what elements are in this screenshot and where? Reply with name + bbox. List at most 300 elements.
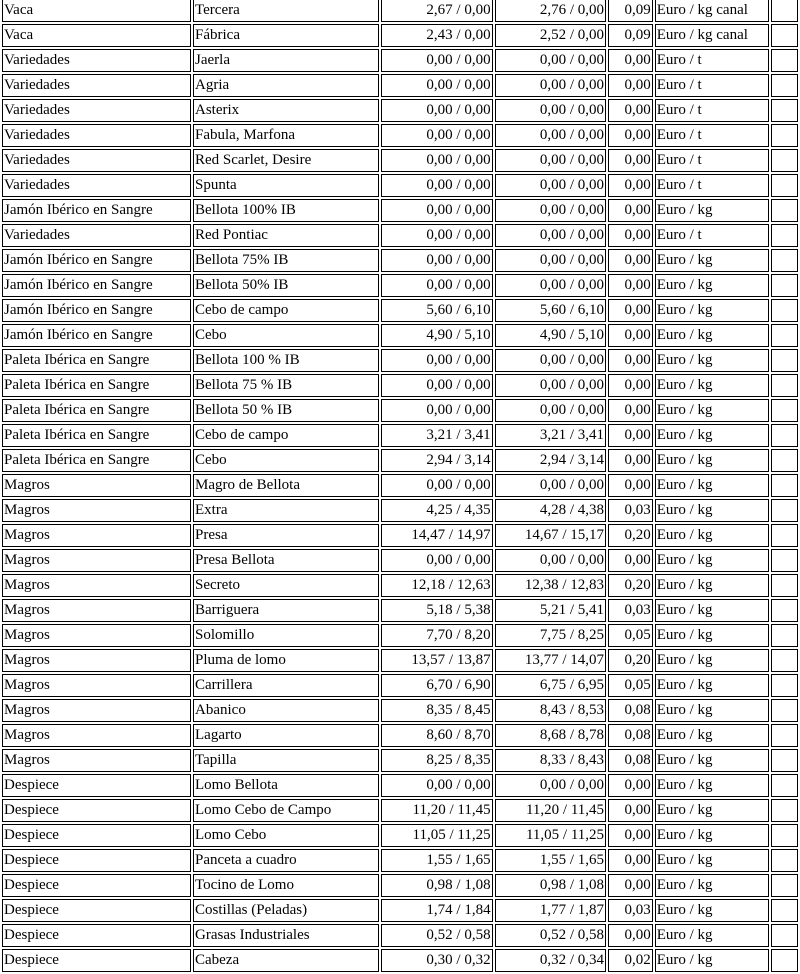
table-row [2, 699, 798, 722]
product-cell: Cabeza [193, 949, 379, 972]
category-cell: Magros [2, 524, 191, 547]
current-price-cell: 0,98 / 1,08 [495, 874, 606, 897]
table-row [2, 599, 798, 622]
unit-cell: Euro / kg [655, 924, 769, 947]
current-price-cell: 0,00 / 0,00 [495, 124, 606, 147]
table-row [2, 924, 798, 947]
current-price-cell: 0,00 / 0,00 [495, 224, 606, 247]
extra-cell [771, 249, 798, 272]
variation-cell: 0,00 [608, 549, 653, 572]
product-cell: Lagarto [193, 724, 379, 747]
product-cell: Cebo [193, 324, 379, 347]
variation-cell: 0,00 [608, 924, 653, 947]
table-row [2, 124, 798, 147]
table-row [2, 724, 798, 747]
category-cell: Jamón Ibérico en Sangre [2, 249, 191, 272]
table-row [2, 299, 798, 322]
category-cell: Despiece [2, 899, 191, 922]
unit-cell: Euro / kg [655, 724, 769, 747]
product-cell: Grasas Industriales [193, 924, 379, 947]
table-row [2, 24, 798, 47]
previous-price-cell: 0,00 / 0,00 [381, 274, 492, 297]
category-cell: Paleta Ibérica en Sangre [2, 424, 191, 447]
extra-cell [771, 624, 798, 647]
table-row [2, 324, 798, 347]
table-row [2, 99, 798, 122]
variation-cell: 0,09 [608, 0, 653, 22]
extra-cell [771, 399, 798, 422]
previous-price-cell: 4,25 / 4,35 [381, 499, 492, 522]
variation-cell: 0,09 [608, 24, 653, 47]
category-cell: Variedades [2, 99, 191, 122]
product-cell: Red Scarlet, Desire [193, 149, 379, 172]
previous-price-cell: 0,00 / 0,00 [381, 349, 492, 372]
category-cell: Jamón Ibérico en Sangre [2, 274, 191, 297]
extra-cell [771, 524, 798, 547]
product-cell: Cebo [193, 449, 379, 472]
table-row [2, 149, 798, 172]
extra-cell [771, 649, 798, 672]
variation-cell: 0,00 [608, 149, 653, 172]
current-price-cell: 0,32 / 0,34 [495, 949, 606, 972]
table-row [2, 349, 798, 372]
current-price-cell: 0,00 / 0,00 [495, 474, 606, 497]
category-cell: Paleta Ibérica en Sangre [2, 449, 191, 472]
current-price-cell: 0,00 / 0,00 [495, 374, 606, 397]
product-cell: Bellota 50% IB [193, 274, 379, 297]
category-cell: Despiece [2, 774, 191, 797]
variation-cell: 0,00 [608, 774, 653, 797]
product-cell: Bellota 50 % IB [193, 399, 379, 422]
previous-price-cell: 14,47 / 14,97 [381, 524, 492, 547]
product-cell: Tapilla [193, 749, 379, 772]
variation-cell: 0,00 [608, 74, 653, 97]
unit-cell: Euro / kg [655, 674, 769, 697]
variation-cell: 0,00 [608, 299, 653, 322]
extra-cell [771, 549, 798, 572]
previous-price-cell: 2,43 / 0,00 [381, 24, 492, 47]
variation-cell: 0,20 [608, 524, 653, 547]
variation-cell: 0,00 [608, 874, 653, 897]
extra-cell [771, 274, 798, 297]
unit-cell: Euro / kg [655, 399, 769, 422]
variation-cell: 0,00 [608, 174, 653, 197]
unit-cell: Euro / kg canal [655, 0, 769, 22]
product-cell: Extra [193, 499, 379, 522]
variation-cell: 0,02 [608, 949, 653, 972]
category-cell: Magros [2, 574, 191, 597]
current-price-cell: 0,00 / 0,00 [495, 74, 606, 97]
previous-price-cell: 11,20 / 11,45 [381, 799, 492, 822]
unit-cell: Euro / kg [655, 424, 769, 447]
table-row [2, 249, 798, 272]
previous-price-cell: 8,25 / 8,35 [381, 749, 492, 772]
previous-price-cell: 0,00 / 0,00 [381, 74, 492, 97]
unit-cell: Euro / t [655, 124, 769, 147]
unit-cell: Euro / t [655, 149, 769, 172]
unit-cell: Euro / kg [655, 649, 769, 672]
table-row [2, 424, 798, 447]
category-cell: Jamón Ibérico en Sangre [2, 299, 191, 322]
unit-cell: Euro / t [655, 49, 769, 72]
category-cell: Despiece [2, 849, 191, 872]
product-cell: Bellota 75 % IB [193, 374, 379, 397]
current-price-cell: 8,43 / 8,53 [495, 699, 606, 722]
unit-cell: Euro / kg [655, 299, 769, 322]
current-price-cell: 1,55 / 1,65 [495, 849, 606, 872]
category-cell: Paleta Ibérica en Sangre [2, 349, 191, 372]
extra-cell [771, 724, 798, 747]
current-price-cell: 8,68 / 8,78 [495, 724, 606, 747]
category-cell: Despiece [2, 824, 191, 847]
previous-price-cell: 8,60 / 8,70 [381, 724, 492, 747]
category-cell: Variedades [2, 124, 191, 147]
previous-price-cell: 1,55 / 1,65 [381, 849, 492, 872]
unit-cell: Euro / t [655, 74, 769, 97]
current-price-cell: 0,00 / 0,00 [495, 399, 606, 422]
previous-price-cell: 0,00 / 0,00 [381, 149, 492, 172]
product-cell: Bellota 75% IB [193, 249, 379, 272]
current-price-cell: 11,05 / 11,25 [495, 824, 606, 847]
unit-cell: Euro / kg [655, 799, 769, 822]
current-price-cell: 8,33 / 8,43 [495, 749, 606, 772]
extra-cell [771, 449, 798, 472]
unit-cell: Euro / kg [655, 574, 769, 597]
extra-cell [771, 749, 798, 772]
extra-cell [771, 949, 798, 972]
previous-price-cell: 0,00 / 0,00 [381, 249, 492, 272]
extra-cell [771, 49, 798, 72]
previous-price-cell: 0,00 / 0,00 [381, 99, 492, 122]
unit-cell: Euro / t [655, 99, 769, 122]
category-cell: Vaca [2, 0, 191, 22]
extra-cell [771, 899, 798, 922]
product-cell: Red Pontiac [193, 224, 379, 247]
unit-cell: Euro / kg [655, 599, 769, 622]
previous-price-cell: 4,90 / 5,10 [381, 324, 492, 347]
current-price-cell: 0,00 / 0,00 [495, 99, 606, 122]
current-price-cell: 0,00 / 0,00 [495, 249, 606, 272]
current-price-cell: 7,75 / 8,25 [495, 624, 606, 647]
variation-cell: 0,08 [608, 749, 653, 772]
variation-cell: 0,00 [608, 399, 653, 422]
variation-cell: 0,00 [608, 199, 653, 222]
unit-cell: Euro / kg [655, 374, 769, 397]
table-row [2, 674, 798, 697]
current-price-cell: 0,00 / 0,00 [495, 274, 606, 297]
current-price-cell: 0,00 / 0,00 [495, 774, 606, 797]
extra-cell [771, 574, 798, 597]
product-cell: Fabula, Marfona [193, 124, 379, 147]
product-cell: Magro de Bellota [193, 474, 379, 497]
category-cell: Magros [2, 674, 191, 697]
previous-price-cell: 5,60 / 6,10 [381, 299, 492, 322]
category-cell: Variedades [2, 224, 191, 247]
current-price-cell: 0,00 / 0,00 [495, 199, 606, 222]
table-row [2, 474, 798, 497]
variation-cell: 0,00 [608, 849, 653, 872]
variation-cell: 0,00 [608, 274, 653, 297]
product-cell: Lomo Bellota [193, 774, 379, 797]
product-cell: Pluma de lomo [193, 649, 379, 672]
extra-cell [771, 874, 798, 897]
previous-price-cell: 8,35 / 8,45 [381, 699, 492, 722]
unit-cell: Euro / kg [655, 699, 769, 722]
unit-cell: Euro / kg [655, 274, 769, 297]
table-row [2, 224, 798, 247]
product-cell: Abanico [193, 699, 379, 722]
variation-cell: 0,05 [608, 674, 653, 697]
extra-cell [771, 199, 798, 222]
product-cell: Barriguera [193, 599, 379, 622]
table-row [2, 274, 798, 297]
extra-cell [771, 224, 798, 247]
product-cell: Bellota 100% IB [193, 199, 379, 222]
current-price-cell: 4,28 / 4,38 [495, 499, 606, 522]
current-price-cell: 0,00 / 0,00 [495, 174, 606, 197]
current-price-cell: 0,00 / 0,00 [495, 149, 606, 172]
unit-cell: Euro / t [655, 174, 769, 197]
variation-cell: 0,00 [608, 49, 653, 72]
product-cell: Spunta [193, 174, 379, 197]
extra-cell [771, 24, 798, 47]
unit-cell: Euro / kg [655, 749, 769, 772]
table-row [2, 549, 798, 572]
extra-cell [771, 349, 798, 372]
table-row [2, 774, 798, 797]
extra-cell [771, 674, 798, 697]
previous-price-cell: 0,30 / 0,32 [381, 949, 492, 972]
previous-price-cell: 6,70 / 6,90 [381, 674, 492, 697]
product-cell: Cebo de campo [193, 424, 379, 447]
current-price-cell: 11,20 / 11,45 [495, 799, 606, 822]
category-cell: Jamón Ibérico en Sangre [2, 324, 191, 347]
category-cell: Magros [2, 549, 191, 572]
extra-cell [771, 824, 798, 847]
category-cell: Variedades [2, 49, 191, 72]
table-row [2, 874, 798, 897]
extra-cell [771, 699, 798, 722]
product-cell: Solomillo [193, 624, 379, 647]
product-cell: Tercera [193, 0, 379, 22]
table-row [2, 849, 798, 872]
product-cell: Panceta a cuadro [193, 849, 379, 872]
current-price-cell: 6,75 / 6,95 [495, 674, 606, 697]
previous-price-cell: 2,94 / 3,14 [381, 449, 492, 472]
category-cell: Despiece [2, 949, 191, 972]
current-price-cell: 2,76 / 0,00 [495, 0, 606, 22]
product-cell: Lomo Cebo de Campo [193, 799, 379, 822]
current-price-cell: 2,94 / 3,14 [495, 449, 606, 472]
variation-cell: 0,03 [608, 499, 653, 522]
category-cell: Magros [2, 624, 191, 647]
table-row [2, 499, 798, 522]
previous-price-cell: 3,21 / 3,41 [381, 424, 492, 447]
variation-cell: 0,00 [608, 449, 653, 472]
extra-cell [771, 849, 798, 872]
unit-cell: Euro / kg [655, 499, 769, 522]
category-cell: Variedades [2, 74, 191, 97]
product-cell: Asterix [193, 99, 379, 122]
previous-price-cell: 2,67 / 0,00 [381, 0, 492, 22]
product-cell: Tocino de Lomo [193, 874, 379, 897]
product-cell: Costillas (Peladas) [193, 899, 379, 922]
extra-cell [771, 324, 798, 347]
previous-price-cell: 0,00 / 0,00 [381, 49, 492, 72]
table-row [2, 649, 798, 672]
extra-cell [771, 424, 798, 447]
previous-price-cell: 1,74 / 1,84 [381, 899, 492, 922]
product-cell: Secreto [193, 574, 379, 597]
category-cell: Magros [2, 649, 191, 672]
current-price-cell: 1,77 / 1,87 [495, 899, 606, 922]
variation-cell: 0,00 [608, 474, 653, 497]
previous-price-cell: 0,52 / 0,58 [381, 924, 492, 947]
variation-cell: 0,05 [608, 624, 653, 647]
previous-price-cell: 0,00 / 0,00 [381, 774, 492, 797]
previous-price-cell: 0,00 / 0,00 [381, 399, 492, 422]
table-row [2, 799, 798, 822]
variation-cell: 0,03 [608, 899, 653, 922]
unit-cell: Euro / kg [655, 199, 769, 222]
category-cell: Paleta Ibérica en Sangre [2, 374, 191, 397]
product-cell: Cebo de campo [193, 299, 379, 322]
category-cell: Magros [2, 749, 191, 772]
category-cell: Vaca [2, 24, 191, 47]
table-row [2, 824, 798, 847]
previous-price-cell: 0,00 / 0,00 [381, 474, 492, 497]
table-row [2, 749, 798, 772]
category-cell: Variedades [2, 174, 191, 197]
category-cell: Variedades [2, 149, 191, 172]
unit-cell: Euro / t [655, 224, 769, 247]
table-row [2, 399, 798, 422]
current-price-cell: 13,77 / 14,07 [495, 649, 606, 672]
variation-cell: 0,20 [608, 649, 653, 672]
unit-cell: Euro / kg [655, 949, 769, 972]
category-cell: Despiece [2, 924, 191, 947]
previous-price-cell: 0,00 / 0,00 [381, 549, 492, 572]
product-cell: Carrillera [193, 674, 379, 697]
extra-cell [771, 374, 798, 397]
table-row [2, 74, 798, 97]
extra-cell [771, 474, 798, 497]
previous-price-cell: 0,00 / 0,00 [381, 199, 492, 222]
table-row [2, 949, 798, 972]
variation-cell: 0,00 [608, 224, 653, 247]
variation-cell: 0,00 [608, 374, 653, 397]
extra-cell [771, 799, 798, 822]
previous-price-cell: 11,05 / 11,25 [381, 824, 492, 847]
variation-cell: 0,00 [608, 424, 653, 447]
category-cell: Magros [2, 474, 191, 497]
product-cell: Presa [193, 524, 379, 547]
category-cell: Magros [2, 724, 191, 747]
current-price-cell: 0,00 / 0,00 [495, 49, 606, 72]
product-cell: Presa Bellota [193, 549, 379, 572]
extra-cell [771, 124, 798, 147]
category-cell: Jamón Ibérico en Sangre [2, 199, 191, 222]
previous-price-cell: 12,18 / 12,63 [381, 574, 492, 597]
current-price-cell: 4,90 / 5,10 [495, 324, 606, 347]
product-cell: Jaerla [193, 49, 379, 72]
product-cell: Fábrica [193, 24, 379, 47]
variation-cell: 0,00 [608, 349, 653, 372]
previous-price-cell: 0,98 / 1,08 [381, 874, 492, 897]
unit-cell: Euro / kg [655, 524, 769, 547]
current-price-cell: 5,21 / 5,41 [495, 599, 606, 622]
table-row [2, 449, 798, 472]
extra-cell [771, 774, 798, 797]
unit-cell: Euro / kg [655, 474, 769, 497]
product-cell: Agria [193, 74, 379, 97]
price-table-body [2, 0, 798, 972]
previous-price-cell: 0,00 / 0,00 [381, 124, 492, 147]
unit-cell: Euro / kg canal [655, 24, 769, 47]
variation-cell: 0,08 [608, 699, 653, 722]
category-cell: Paleta Ibérica en Sangre [2, 399, 191, 422]
extra-cell [771, 149, 798, 172]
unit-cell: Euro / kg [655, 449, 769, 472]
previous-price-cell: 0,00 / 0,00 [381, 374, 492, 397]
unit-cell: Euro / kg [655, 624, 769, 647]
product-cell: Bellota 100 % IB [193, 349, 379, 372]
previous-price-cell: 7,70 / 8,20 [381, 624, 492, 647]
variation-cell: 0,20 [608, 574, 653, 597]
variation-cell: 0,00 [608, 799, 653, 822]
table-row [2, 0, 798, 22]
unit-cell: Euro / kg [655, 874, 769, 897]
unit-cell: Euro / kg [655, 849, 769, 872]
previous-price-cell: 0,00 / 0,00 [381, 224, 492, 247]
current-price-cell: 12,38 / 12,83 [495, 574, 606, 597]
variation-cell: 0,00 [608, 824, 653, 847]
extra-cell [771, 924, 798, 947]
category-cell: Magros [2, 699, 191, 722]
extra-cell [771, 599, 798, 622]
unit-cell: Euro / kg [655, 899, 769, 922]
table-row [2, 49, 798, 72]
variation-cell: 0,00 [608, 124, 653, 147]
variation-cell: 0,00 [608, 324, 653, 347]
current-price-cell: 3,21 / 3,41 [495, 424, 606, 447]
unit-cell: Euro / kg [655, 249, 769, 272]
unit-cell: Euro / kg [655, 774, 769, 797]
table-row [2, 574, 798, 597]
previous-price-cell: 5,18 / 5,38 [381, 599, 492, 622]
previous-price-cell: 13,57 / 13,87 [381, 649, 492, 672]
table-row [2, 524, 798, 547]
unit-cell: Euro / kg [655, 349, 769, 372]
unit-cell: Euro / kg [655, 549, 769, 572]
table-row [2, 624, 798, 647]
extra-cell [771, 74, 798, 97]
variation-cell: 0,08 [608, 724, 653, 747]
current-price-cell: 2,52 / 0,00 [495, 24, 606, 47]
product-cell: Lomo Cebo [193, 824, 379, 847]
current-price-cell: 14,67 / 15,17 [495, 524, 606, 547]
unit-cell: Euro / kg [655, 324, 769, 347]
extra-cell [771, 174, 798, 197]
table-row [2, 174, 798, 197]
variation-cell: 0,00 [608, 99, 653, 122]
category-cell: Magros [2, 599, 191, 622]
previous-price-cell: 0,00 / 0,00 [381, 174, 492, 197]
current-price-cell: 0,00 / 0,00 [495, 349, 606, 372]
variation-cell: 0,00 [608, 249, 653, 272]
extra-cell [771, 299, 798, 322]
table-row [2, 199, 798, 222]
